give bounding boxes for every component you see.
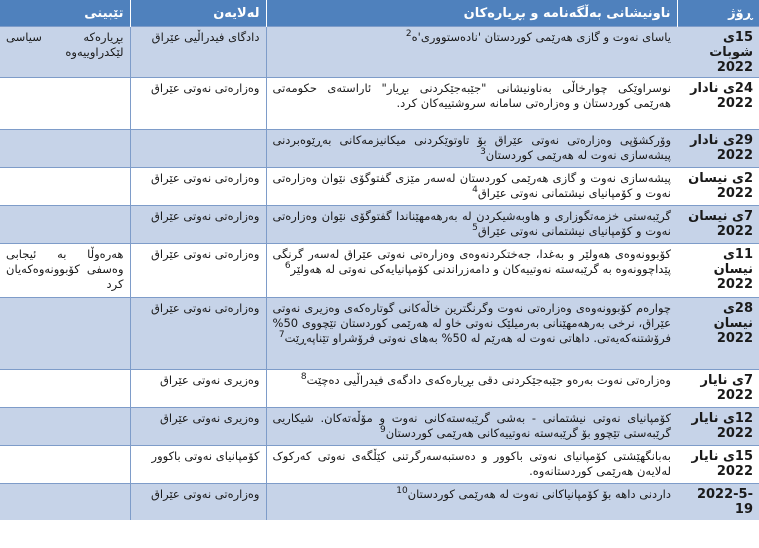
row-notes — [0, 408, 130, 446]
header-title: ناونیشانی بەڵگەنامە و بڕیارەکان — [266, 0, 677, 27]
table-row — [0, 130, 759, 168]
table-row — [0, 206, 759, 244]
header-notes: تێبینی — [0, 0, 130, 27]
row-notes — [0, 168, 130, 206]
row-title: گرێبەستی خزمەتگوزاری و هاوبەشیکردن لە بەرهەمهێناندا گفتوگۆی نێوان وەزارەتی نەوت و کۆمپانیای نیشتمانی نەوتی عێراق$^5$ — [266, 206, 677, 244]
row-date: 28ی نیسان 2022 — [677, 298, 759, 370]
row-stakeholder: وەزارەتی نەوتی عێراق — [130, 78, 266, 130]
row-title: یاسای نەوت و گازی هەرێمی کوردستان 'نادەستووری'ە$^2$ — [266, 27, 677, 78]
row-notes — [0, 206, 130, 244]
row-notes: بڕیارەکە سیاسی لێکدراوییەوە — [0, 27, 130, 78]
row-date: 11ی نیسان 2022 — [677, 244, 759, 298]
table-row — [0, 298, 759, 370]
row-title: کۆبوونەوەی هەولێر و بەغدا، جەختکردنەوەی وەزارەتی نەوتی عێراق لەسەر گرنگی پێداچوونەوە بە گرێبەستە نەوتییەکان و دامەزراندنی کۆمپانیایەکی نەوتی لە هەولێر$^6$ — [266, 244, 677, 298]
row-date: 7ی نیسان 2022 — [677, 206, 759, 244]
row-title: نوسراوێکی چوارخاڵی بەناونیشانی "جێبەجێکردنی بڕیار" ئاراستەی حکومەتی هەرێمی کوردستان و وەزارەتی سامانە سروشتییەکان کرد. — [266, 78, 677, 130]
row-notes — [0, 370, 130, 408]
row-date: 12ی نایار 2022 — [677, 408, 759, 446]
row-title: چوارەم کۆبوونەوەی وەزارەتی نەوت وگرنگترین خاڵەکانی گوتارەکەی وەزیری نەوتی عێراق، نرخی بەرهەمهێنانی بەرمیلێک نەوتی خاو لە هەرێمی کوردستان تێچووی 50% فرۆشتنەکەیەتی. داهاتی نەوت لە هەرێم لە 50% بەهای نەوتی فرۆشراو تێناپەڕێت$^7$ — [266, 298, 677, 370]
table-row — [0, 370, 759, 408]
row-date: 7ی نایار 2022 — [677, 370, 759, 408]
row-title: داردنی داهە بۆ کۆمپانیاکانی نەوت لە هەرێمی کوردستان$^{10}$ — [266, 484, 677, 520]
row-stakeholder: وەزیری نەوتی عێراق — [130, 408, 266, 446]
row-stakeholder: وەزارەتی نەوتی عێراق — [130, 244, 266, 298]
row-date: 15ی نایار 2022 — [677, 446, 759, 484]
row-title: وەزارەتی نەوت بەرەو جێبەجێکردنی دقی بڕیارەکەی دادگەی فیدراڵیی دەچێت$^8$ — [266, 370, 677, 408]
row-notes — [0, 484, 130, 520]
table-row — [0, 408, 759, 446]
row-title: پیشەسازی نەوت و گازی هەرێمی کوردستان لەسەر مێزی گفتوگۆی نێوان وەزارەتی نەوت و کۆمپانیای نیشتمانی نەوتی عێراق$^4$ — [266, 168, 677, 206]
header-date: ڕۆژ — [677, 0, 759, 27]
table-row — [0, 27, 759, 78]
row-notes — [0, 446, 130, 484]
row-title: کۆمپانیای نەوتی نیشتمانی - بەشی گرێبەستەکانی نەوت و مۆڵەتەکان. شیکاریی گرێبەستی تێچوو بۆ گرێبەستە نەوتییەکانی هەرێمی کوردستان$^9$ — [266, 408, 677, 446]
footnote-ref: 6 — [284, 261, 291, 272]
row-notes — [0, 130, 130, 168]
footnote-ref: 4 — [472, 185, 478, 196]
footnote-ref: 5 — [472, 223, 478, 234]
table-row — [0, 168, 759, 206]
table-row — [0, 446, 759, 484]
row-stakeholder: دادگای فیدراڵیی عێراق — [130, 27, 266, 78]
table-row — [0, 244, 759, 298]
table-header-row — [0, 0, 759, 27]
table-row — [0, 78, 759, 130]
row-stakeholder: وەزارەتی نەوتی عێراق — [130, 168, 266, 206]
row-notes: هەرەوڵا بە ئیجابی وەسفی کۆبوونەوەکەیان کرد — [0, 244, 130, 298]
row-stakeholder: وەزارەتی نەوتی عێراق — [130, 484, 266, 520]
row-notes — [0, 78, 130, 130]
row-date: 24ی نادار 2022 — [677, 78, 759, 130]
row-stakeholder: وەزارەتی نەوتی عێراق — [130, 298, 266, 370]
row-date: 15ی شوبات 2022 — [677, 27, 759, 78]
row-stakeholder: کۆمپانیای نەوتی باکوور — [130, 446, 266, 484]
footnote-ref: 2 — [405, 29, 412, 40]
footnote-ref: 7 — [278, 330, 285, 341]
row-title: وۆرکشۆپی وەزارەتی نەوتی عێراق بۆ تاوتوێکردنی میکانیزمەکانی بەڕێوەبردنی پیشەسازی نەوت لە هەرێمی کوردستان$^3$ — [266, 130, 677, 168]
footnote-ref: 9 — [379, 425, 386, 436]
row-notes — [0, 298, 130, 370]
row-stakeholder — [130, 130, 266, 168]
row-date: 2022-5-19 — [677, 484, 759, 520]
table-row — [0, 484, 759, 520]
row-title: بەبانگهێشتی کۆمپانیای نەوتی باکوور و دەستبەسەرگرتنی کێڵگەی نەوتی کەرکوک لەلایەن هەرێمی کوردستانەوە. — [266, 446, 677, 484]
footnote-ref: 8 — [300, 372, 307, 383]
row-date: 2ی نیسان 2022 — [677, 168, 759, 206]
row-date: 29ی نادار 2022 — [677, 130, 759, 168]
row-stakeholder: وەزیری نەوتی عێراق — [130, 370, 266, 408]
footnote-ref: 3 — [480, 147, 486, 158]
footnote-ref: 10 — [396, 486, 408, 497]
header-stakeholder: لەلایەن — [130, 0, 266, 27]
row-stakeholder: وەزارەتی نەوتی عێراق — [130, 206, 266, 244]
